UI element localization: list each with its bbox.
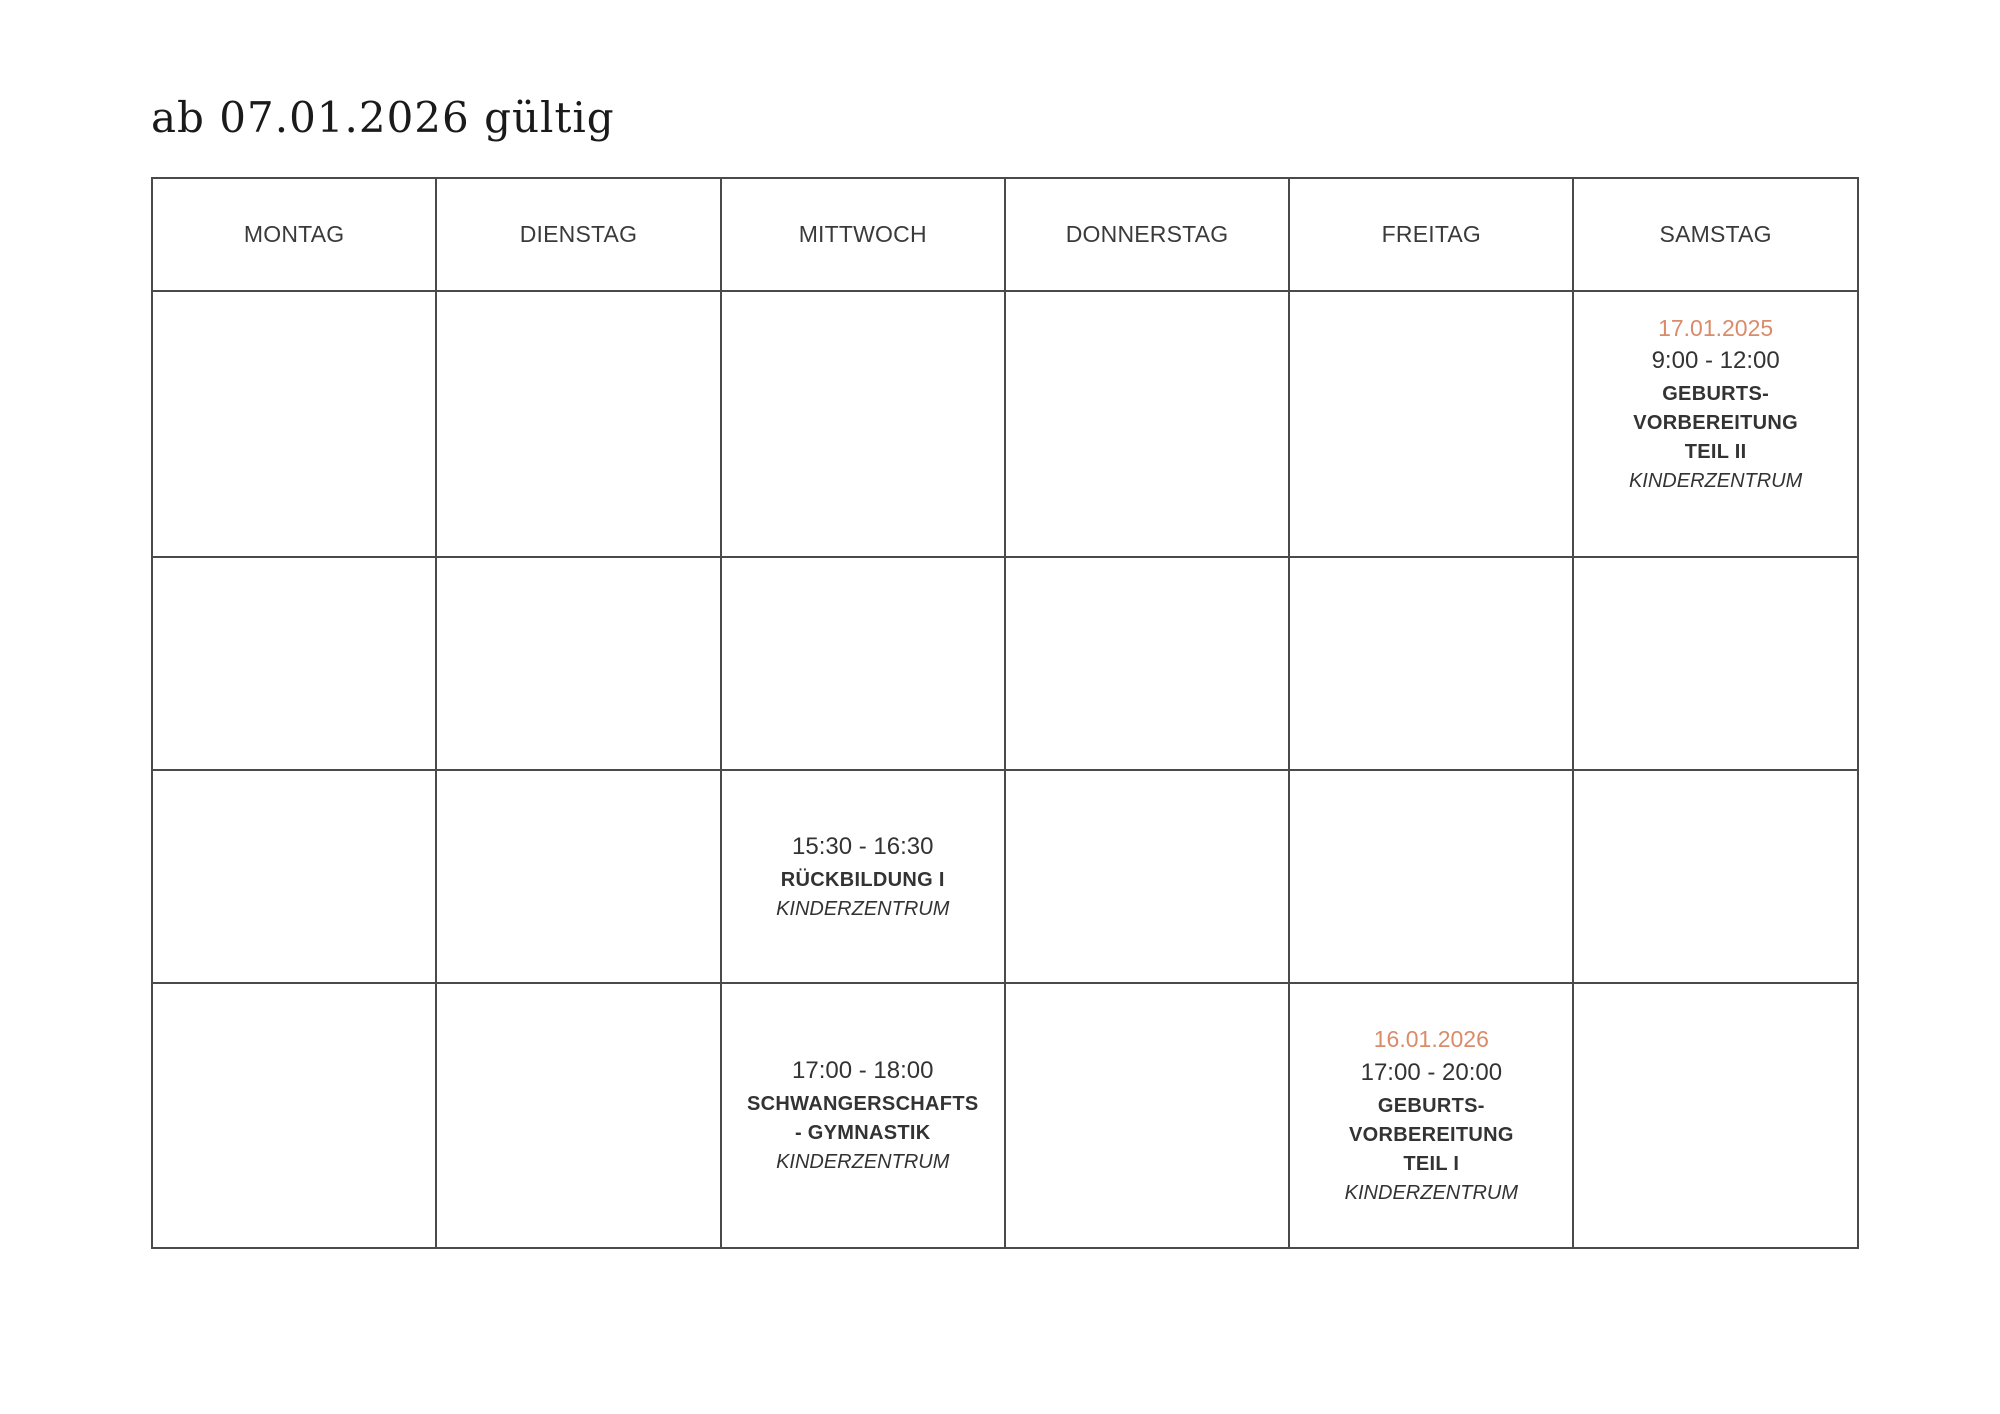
table-cell <box>152 983 436 1248</box>
table-cell <box>1289 770 1573 983</box>
table-cell <box>1573 770 1857 983</box>
table-cell <box>436 291 720 557</box>
table-cell <box>1005 770 1289 983</box>
course-entry <box>1574 314 1856 495</box>
course-time: 17:00 - 20:00 <box>1360 1058 1503 1086</box>
table-cell <box>436 557 720 770</box>
table-row <box>152 557 1858 770</box>
table-row <box>152 770 1858 983</box>
table-cell <box>1005 291 1289 557</box>
course-time: 9:00 - 12:00 <box>1651 347 1780 375</box>
course-location: KINDERZENTRUM <box>1628 470 1803 493</box>
table-cell <box>1005 983 1289 1248</box>
schedule-table <box>151 177 1859 1249</box>
course-name-line: - GYMNASTIK <box>794 1122 931 1144</box>
table-cell <box>436 770 720 983</box>
day-header-monday: MONTAG <box>152 178 436 291</box>
course-location: KINDERZENTRUM <box>776 897 950 920</box>
table-cell <box>152 291 436 557</box>
course-time: 15:30 - 16:30 <box>792 832 934 860</box>
table-cell-course <box>721 770 1005 983</box>
table-row <box>152 983 1858 1248</box>
table-row <box>152 291 1858 557</box>
table-cell <box>152 557 436 770</box>
day-header-thursday: DONNERSTAG <box>1005 178 1289 291</box>
table-cell <box>1005 557 1289 770</box>
course-name-line: GEBURTS- <box>1662 383 1770 406</box>
day-header-friday: FREITAG <box>1289 178 1573 291</box>
course-location: KINDERZENTRUM <box>776 1151 950 1173</box>
course-date: 17.01.2025 <box>1658 314 1774 341</box>
course-name-line: TEIL II <box>1684 441 1747 464</box>
course-name-line: SCHWANGERSCHAFTS <box>747 1093 979 1115</box>
page-title: ab 07.01.2026 gültig <box>151 93 615 142</box>
table-cell-course <box>721 983 1005 1248</box>
course-name-line: VORBEREITUNG <box>1348 1123 1514 1146</box>
table-cell-course <box>1573 291 1857 557</box>
table-cell <box>436 983 720 1248</box>
table-cell <box>1573 557 1857 770</box>
day-header-wednesday: MITTWOCH <box>721 178 1005 291</box>
table-header-row <box>152 178 1858 291</box>
table-cell <box>1289 291 1573 557</box>
course-time: 17:00 - 18:00 <box>792 1057 934 1084</box>
course-entry <box>1290 1025 1572 1206</box>
course-date: 16.01.2026 <box>1373 1026 1489 1053</box>
course-entry <box>722 1056 1004 1175</box>
course-name-line: RÜCKBILDUNG I <box>780 868 945 891</box>
course-name-line: TEIL I <box>1403 1152 1460 1175</box>
table-cell <box>721 557 1005 770</box>
course-name-line: GEBURTS- <box>1377 1094 1485 1117</box>
table-cell <box>1289 557 1573 770</box>
course-entry <box>722 832 1004 922</box>
table-cell-course <box>1289 983 1573 1248</box>
day-header-tuesday: DIENSTAG <box>436 178 720 291</box>
table-cell <box>152 770 436 983</box>
table-cell <box>1573 983 1857 1248</box>
day-header-saturday: SAMSTAG <box>1573 178 1857 291</box>
course-name-line: VORBEREITUNG <box>1633 412 1798 435</box>
course-location: KINDERZENTRUM <box>1344 1181 1518 1204</box>
table-cell <box>721 291 1005 557</box>
